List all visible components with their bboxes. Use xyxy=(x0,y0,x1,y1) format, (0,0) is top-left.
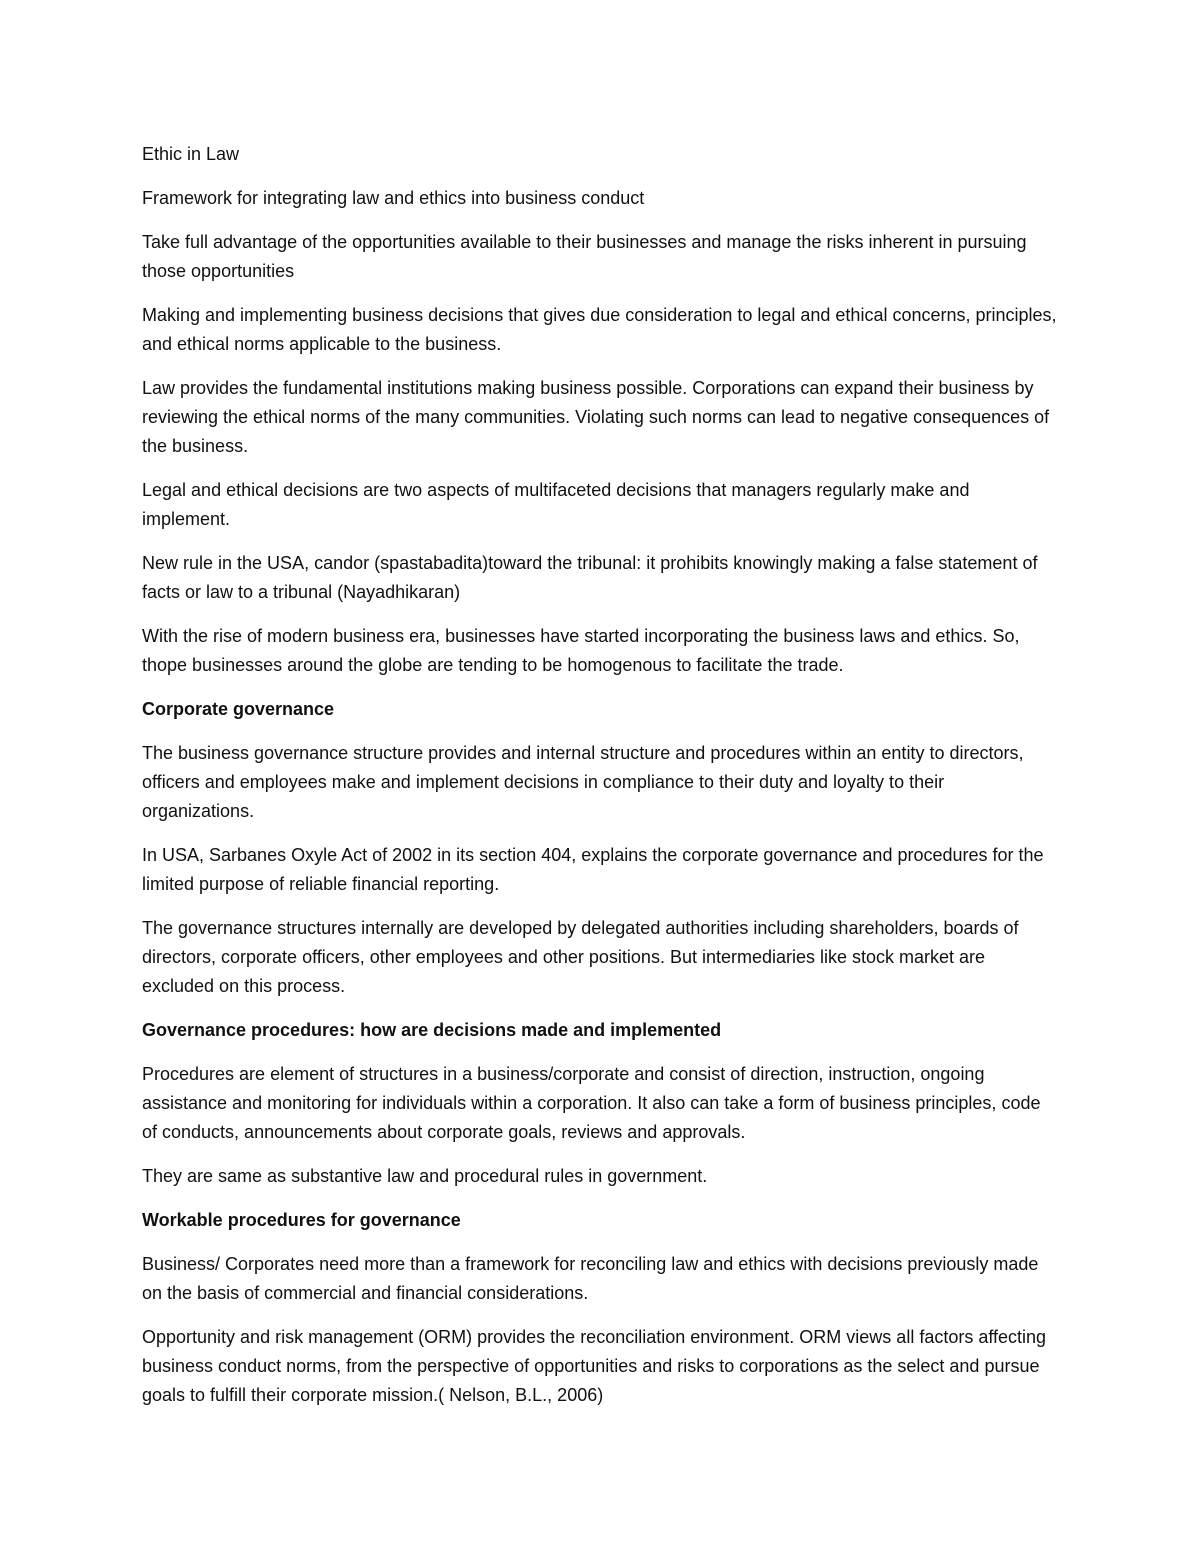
document-title: Ethic in Law xyxy=(142,144,240,164)
section-heading-corporate-governance: Corporate governance xyxy=(142,699,335,719)
paragraph: Law provides the fundamental institutions making business possible. Corporations can expand their business by reviewing the ethical norms of the many communities. Violating such norms can lead to negative consequences of the business. xyxy=(142,378,1050,456)
paragraph: New rule in the USA, candor (spastabadita)toward the tribunal: it prohibits knowingly making a false statement of facts or law to a tribunal (Nayadhikaran) xyxy=(142,553,1038,602)
paragraph: With the rise of modern business era, businesses have started incorporating the business laws and ethics. So, thope businesses around the globe are tending to be homogenous to facilitate the trade. xyxy=(142,626,1020,675)
paragraph: Business/ Corporates need more than a framework for reconciling law and ethics with decisions previously made on the basis of commercial and financial considerations. xyxy=(142,1254,1039,1303)
document-body xyxy=(142,140,1057,1425)
paragraph: Legal and ethical decisions are two aspects of multifaceted decisions that managers regularly make and implement. xyxy=(142,480,970,529)
paragraph: The governance structures internally are developed by delegated authorities including shareholders, boards of directors, corporate officers, other employees and other positions. But intermediaries like stock market are excluded on this process. xyxy=(142,918,1019,996)
paragraph: Take full advantage of the opportunities available to their businesses and manage the risks inherent in pursuing those opportunities xyxy=(142,232,1027,281)
paragraph: Procedures are element of structures in a business/corporate and consist of direction, instruction, ongoing assistance and monitoring for individuals within a corporation. It also can take a form of business principles, code of conducts, announcements about corporate goals, reviews and approvals. xyxy=(142,1064,1041,1142)
section-heading-workable-procedures: Workable procedures for governance xyxy=(142,1210,461,1230)
section-heading-governance-procedures: Governance procedures: how are decisions made and implemented xyxy=(142,1020,722,1040)
paragraph: In USA, Sarbanes Oxyle Act of 2002 in its section 404, explains the corporate governance and procedures for the limited purpose of reliable financial reporting. xyxy=(142,845,1044,894)
paragraph: Making and implementing business decisions that gives due consideration to legal and ethical concerns, principles, and ethical norms applicable to the business. xyxy=(142,305,1057,354)
paragraph: Framework for integrating law and ethics into business conduct xyxy=(142,188,645,208)
paragraph: Opportunity and risk management (ORM) provides the reconciliation environment. ORM views all factors affecting business conduct norms, from the perspective of opportunities and risks to corporations as the select and pursue goals to fulfill their corporate mission.( Nelson, B.L., 2006) xyxy=(142,1327,1047,1405)
paragraph: The business governance structure provides and internal structure and procedures within an entity to directors, officers and employees make and implement decisions in compliance to their duty and loyalty to their organizations. xyxy=(142,743,1024,821)
paragraph: They are same as substantive law and procedural rules in government. xyxy=(142,1166,708,1186)
